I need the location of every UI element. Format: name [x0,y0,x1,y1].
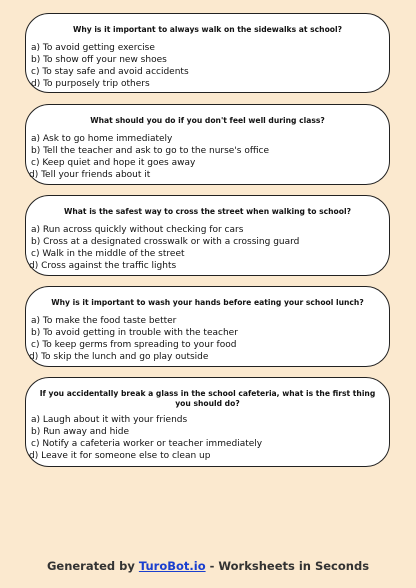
question-card [25,377,390,467]
answer-option-d: d) Leave it for someone else to clean up [29,451,211,461]
answer-option-c: c) To keep germs from spreading to your food [31,340,237,350]
question-card [25,104,390,185]
answer-options [26,315,389,363]
answer-option-c: c) To stay safe and avoid accidents [31,67,189,77]
footer-credit [0,559,416,573]
question-card [25,195,390,276]
answer-option-b: b) To show off your new shoes [31,55,167,65]
answer-option-a: a) To avoid getting exercise [31,43,155,53]
answer-option-c: c) Notify a cafeteria worker or teacher immediately [31,439,263,449]
answer-option-b: b) Run away and hide [31,427,130,437]
answer-option-a: a) Run across quickly without checking for cars [31,225,244,235]
answer-options [26,133,389,181]
answer-option-d: d) To skip the lunch and go play outside [29,352,209,362]
answer-option-a: a) Laugh about it with your friends [31,415,188,425]
turobot-link[interactable]: TuroBot.io [138,559,206,573]
answer-option-d: d) Cross against the traffic lights [29,261,177,271]
footer-suffix: - Worksheets in Seconds [205,559,370,573]
answer-option-d: d) Tell your friends about it [29,170,151,180]
question-prompt: Why is it important to wash your hands before eating your school lunch? [51,298,364,307]
answer-option-a: a) To make the food taste better [31,316,177,326]
answer-options [26,42,389,90]
question-prompt: What should you do if you don't feel well during class? [90,116,325,125]
question-prompt: What is the safest way to cross the street when walking to school? [64,207,351,216]
question-prompt: Why is it important to always walk on the sidewalks at school? [72,25,343,34]
answer-option-c: c) Keep quiet and hope it goes away [31,158,196,168]
answer-options [26,224,389,272]
answer-option-b: b) Cross at a designated crosswalk or with a crossing guard [31,237,300,247]
answer-option-a: a) Ask to go home immediately [31,134,173,144]
question-card [25,286,390,367]
answer-option-b: b) To avoid getting in trouble with the teacher [31,328,238,338]
footer-prefix: Generated by [46,559,139,573]
question-prompt: If you accidentally break a glass in the school cafeteria, what is the first thing you should do? [39,389,376,408]
answer-options [26,414,389,462]
question-card [25,13,390,93]
answer-option-d: d) To purposely trip others [31,79,150,89]
answer-option-b: b) Tell the teacher and ask to go to the nurse's office [31,146,270,156]
answer-option-c: c) Walk in the middle of the street [31,249,185,259]
